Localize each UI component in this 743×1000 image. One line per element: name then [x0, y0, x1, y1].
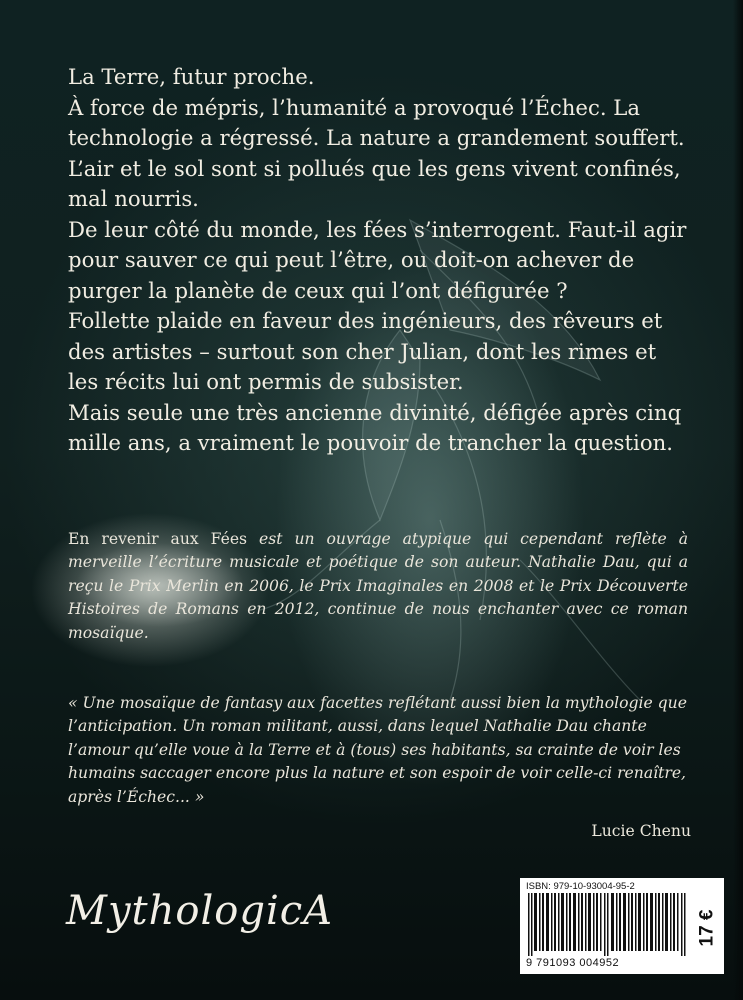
barcode-label	[520, 878, 724, 974]
quote-author: Lucie Chenu	[591, 822, 691, 840]
page-edge-shadow	[733, 0, 743, 1000]
price-text: 17 €	[696, 909, 718, 947]
synopsis	[68, 62, 688, 459]
barcode-icon	[526, 893, 689, 956]
synopsis-paragraph: De leur côté du monde, les fées s’interrogent. Faut-il agir pour sauver ce qui peut l’être, ou doit-on achever de purger la planète de ceux qui l’ont défigurée ?	[68, 216, 687, 303]
publisher-logo: MythologicA	[66, 888, 334, 934]
review-quote: « Une mosaïque de fantasy aux facettes reflétant aussi bien la mythologie que l’anticipation. Un roman militant, aussi, dans lequel Nathalie Dau chante l’amour qu’elle voue à la Terre et à (tous) ses habitants, sa crainte de voir les humains saccager encore plus la nature et son espoir de voir celle-ci renaître, après l’Échec... »	[68, 694, 687, 806]
price-tag	[692, 898, 722, 958]
barcode-digits: 9 791093 004952	[526, 957, 620, 969]
blurb-text: est un ouvrage atypique qui cependant reflète à merveille l’écriture musicale et poétique de son auteur. Nathalie Dau, qui a reçu le Prix Merlin en 2006, le Prix Imaginales en 2008 et le Prix Découverte Histoires de Romans en 2012, continue de nous enchanter avec ce roman mosaïque.	[68, 530, 688, 642]
synopsis-paragraph: Follette plaide en faveur des ingénieurs, des rêveurs et des artistes – surtout son cher Julian, dont les rimes et les récits lui ont permis de subsister.	[68, 308, 663, 394]
synopsis-paragraph: Mais seule une très ancienne divinité, défigée après cinq mille ans, a vraiment le pouvoir de trancher la question.	[68, 399, 682, 455]
synopsis-paragraph: La Terre, futur proche.	[68, 64, 315, 89]
book-blurb	[68, 528, 688, 645]
book-title-ref: En revenir aux Fées	[68, 530, 248, 548]
synopsis-paragraph: À force de mépris, l’humanité a provoqué l’Échec. La technologie a régressé. La nature a grandement souffert. L’air et le sol sont si pollués que les gens vivent confinés, mal nourris.	[68, 94, 685, 211]
isbn-text: ISBN: 979-10-93004-95-2	[526, 881, 635, 892]
